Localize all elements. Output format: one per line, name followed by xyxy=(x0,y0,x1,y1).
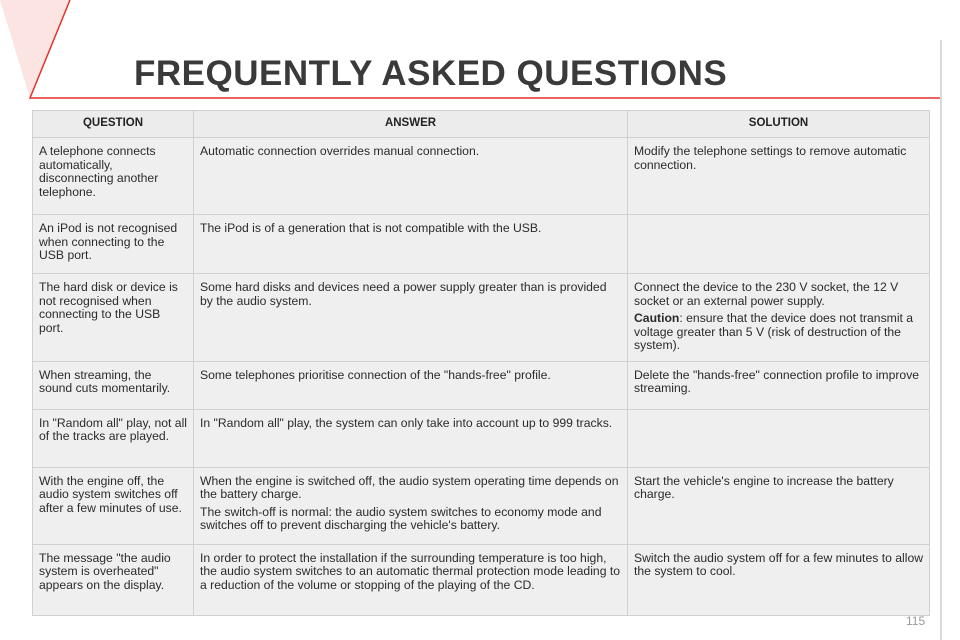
column-header-question: QUESTION xyxy=(33,111,194,138)
solution-cell xyxy=(628,409,930,467)
solution-cell xyxy=(628,467,930,544)
solution-text: Switch the audio system off for a few minutes to allow the system to cool. xyxy=(634,550,924,578)
solution-cell xyxy=(628,215,930,274)
answer-text: Some hard disks and devices need a power supply greater than is provided by the audio system. xyxy=(200,280,607,308)
answer-cell xyxy=(194,544,628,615)
table-row xyxy=(33,409,930,467)
question-cell xyxy=(33,361,194,409)
corner-fill xyxy=(0,0,70,98)
solution-cell xyxy=(628,274,930,362)
solution-cell xyxy=(628,138,930,215)
caution-label: Caution xyxy=(634,311,680,325)
answer-text: Automatic connection overrides manual connection. xyxy=(200,144,480,158)
question-cell xyxy=(33,544,194,615)
caution-text: : ensure that the device does not transmit a voltage greater than 5 V (risk of destruction of the system). xyxy=(634,311,914,352)
question-cell xyxy=(33,274,194,362)
solution-text: Connect the device to the 230 V socket, the 12 V socket or an external power supply. xyxy=(634,280,899,308)
solution-text: Modify the telephone settings to remove automatic connection. xyxy=(634,144,907,172)
question-text: In "Random all" play, not all of the tracks are played. xyxy=(39,415,187,443)
solution-text: Delete the "hands-free" connection profile to improve streaming. xyxy=(634,367,920,395)
solution-cell xyxy=(628,361,930,409)
answer-text: In order to protect the installation if the surrounding temperature is too high, the audio system switches to an automatic thermal protection mode leading to a reduction of the volume or stopping of the playing of the CD. xyxy=(200,550,621,592)
answer-cell xyxy=(194,467,628,544)
question-text: With the engine off, the audio system switches off after a few minutes of use. xyxy=(39,473,182,515)
answer-cell xyxy=(194,138,628,215)
question-text: When streaming, the sound cuts momentarily. xyxy=(39,367,171,395)
solution-text: Start the vehicle's engine to increase the battery charge. xyxy=(634,473,894,501)
question-cell xyxy=(33,215,194,274)
answer-text: The switch-off is normal: the audio system switches to economy mode and switches off to prevent discharging the vehicle's battery. xyxy=(200,504,602,532)
question-cell xyxy=(33,138,194,215)
column-header-answer: ANSWER xyxy=(194,111,628,138)
page-title: FREQUENTLY ASKED QUESTIONS xyxy=(134,54,728,93)
page-number: 115 xyxy=(906,614,926,628)
header-row xyxy=(33,111,930,138)
answer-cell xyxy=(194,215,628,274)
solution-cell xyxy=(628,544,930,615)
faq-table xyxy=(32,110,930,616)
question-text: An iPod is not recognised when connecting to the USB port. xyxy=(39,221,178,262)
table-row xyxy=(33,274,930,362)
table-row xyxy=(33,544,930,615)
answer-text: The iPod is of a generation that is not compatible with the USB. xyxy=(200,221,542,235)
question-text: A telephone connects automatically, disconnecting another telephone. xyxy=(39,144,159,199)
answer-text: In "Random all" play, the system can only take into account up to 999 tracks. xyxy=(200,415,613,430)
question-text: The message "the audio system is overheated" appears on the display. xyxy=(39,550,171,592)
answer-text: When the engine is switched off, the audio system operating time depends on the battery charge. xyxy=(200,473,619,501)
answer-cell xyxy=(194,361,628,409)
table-row xyxy=(33,138,930,215)
table-row xyxy=(33,361,930,409)
table-row xyxy=(33,467,930,544)
answer-text: Some telephones prioritise connection of the "hands-free" profile. xyxy=(200,367,551,382)
answer-cell xyxy=(194,274,628,362)
caution-note xyxy=(634,312,924,353)
margin-rule xyxy=(940,40,942,640)
question-cell xyxy=(33,409,194,467)
answer-cell xyxy=(194,409,628,467)
question-text: The hard disk or device is not recognised when connecting to the USB port. xyxy=(39,280,178,335)
table-row xyxy=(33,215,930,274)
column-header-solution: SOLUTION xyxy=(628,111,930,138)
question-cell xyxy=(33,467,194,544)
